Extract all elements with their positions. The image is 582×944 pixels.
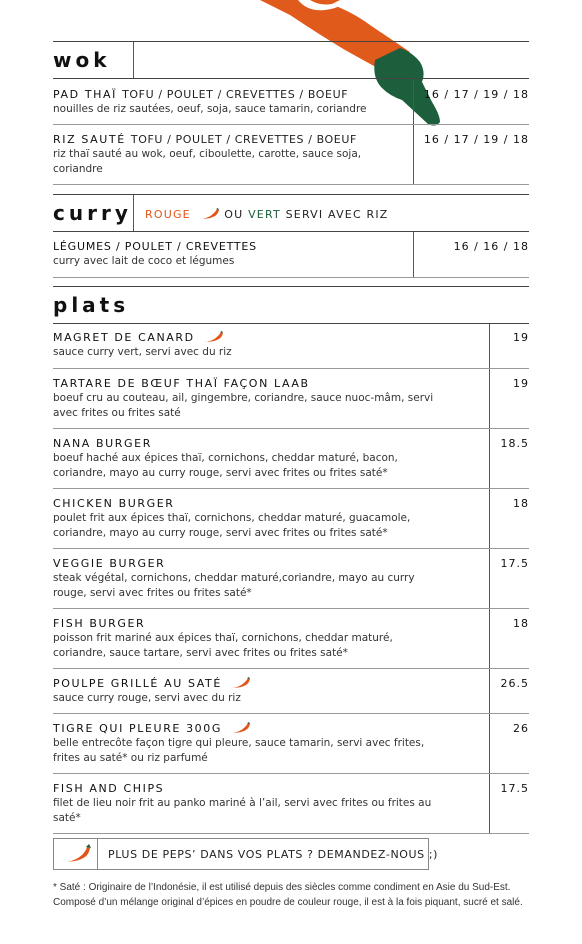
row-rule [53,668,529,669]
row-rule [53,773,529,774]
item-description: belle entrecôte façon tigre qui pleure, sauce tamarin, servi avec frites, frites au saté* ou riz parfumé [53,737,425,764]
curry-rouge-label: ROUGE [145,208,191,221]
section-rule [53,231,529,232]
item-price: 16 / 17 / 19 / 18 [423,88,529,101]
chili-pepper-icon [229,722,251,734]
item-description: curry avec lait de coco et légumes [53,255,235,267]
item-name: FISH AND CHIPS [53,782,165,795]
item-price: 26 [513,722,529,735]
item-price: 17.5 [500,782,529,795]
item-name-line [53,782,443,796]
item-description: boeuf cru au couteau, ail, gingembre, coriandre, sauce nuoc-mâm, servi avec frites ou frites saté [53,392,434,419]
item-price: 18 [513,617,529,630]
chili-pepper-icon [60,844,92,864]
item-price: 19 [513,331,529,344]
menu-item [53,497,443,540]
item-name-line [53,617,443,631]
section-title-plats: plats [53,293,130,317]
item-name: MAGRET DE CANARD [53,331,195,344]
section-rule [53,78,529,79]
item-name-line [53,497,443,511]
item-description: steak végétal, cornichons, cheddar maturé,coriandre, mayo au curry rouge, servi avec frites ou frites saté* [53,572,415,599]
item-description: filet de lieu noir frit au panko mariné à l’ail, servi avec frites ou frites au saté* [53,797,432,824]
banner-divider [97,839,98,869]
item-name-line [53,331,443,345]
row-rule [53,368,529,369]
menu-item [53,88,443,117]
row-rule [53,488,529,489]
item-description: sauce curry vert, servi avec du riz [53,346,232,358]
item-price: 16 / 16 / 18 [453,240,529,253]
item-description: poisson frit mariné aux épices thaï, cornichons, cheddar maturé, coriandre, sauce tartare, servi avec frites ou frites saté* [53,632,393,659]
section-rule [53,323,529,324]
item-price: 17.5 [500,557,529,570]
item-price: 19 [513,377,529,390]
section-rule [53,286,529,287]
section-rule [53,41,529,42]
item-price: 18.5 [500,437,529,450]
chili-pepper-icon [229,677,251,689]
footnote-line: Composé d’un mélange original d’épices en poudre de couleur rouge, il est à la fois piquant, sucré et salé. [53,897,523,908]
item-name: POULPE GRILLÉ AU SATÉ [53,677,222,690]
item-description: boeuf haché aux épices thaï, cornichons, cheddar maturé, bacon, coriandre, mayo au curry rouge, servi avec frites ou frites saté* [53,452,398,479]
section-title-curry: curry [53,201,132,225]
section-rule [53,194,529,195]
menu-item [53,331,443,360]
menu-item [53,782,443,825]
curry-served-label: SERVI AVEC RIZ [285,208,389,221]
item-description: nouilles de riz sautées, oeuf, soja, sauce tamarin, coriandre [53,103,367,115]
menu-item [53,240,443,269]
row-rule [53,184,529,185]
curry-ou-label: OU [224,208,244,221]
curry-subtitle [145,208,389,221]
item-name-line [53,677,443,691]
section-title-wok: wok [53,48,111,72]
footnote [53,880,553,910]
item-name: TARTARE DE BŒUF THAÏ FAÇON LAAB [53,377,310,390]
item-name: CHICKEN BURGER [53,497,175,510]
item-name: NANA BURGER [53,437,152,450]
footnote-line: * Saté : Originaire de l’Indonésie, il est utilisé depuis des siècles comme condiment en Asie du Sud-Est. [53,882,511,893]
menu-item [53,133,398,176]
item-price: 16 / 17 / 19 / 18 [423,133,529,146]
row-rule [53,833,529,834]
chili-pepper-icon [198,208,220,220]
menu-item [53,557,443,600]
price-column-divider [489,324,490,833]
item-name: FISH BURGER [53,617,146,630]
menu-item [53,677,443,706]
chili-pepper-icon [202,331,224,343]
item-price: 26.5 [500,677,529,690]
item-name: TIGRE QUI PLEURE 300G [53,722,222,735]
menu-item [53,722,443,765]
item-description: poulet frit aux épices thaï, cornichons, cheddar maturé, guacamole, coriandre, mayo au curry rouge, servi avec frites ou frites saté* [53,512,411,539]
item-name: VEGGIE BURGER [53,557,166,570]
row-rule [53,124,529,125]
menu-item [53,437,443,480]
item-options: TOFU / POULET / CREVETTES / BOEUF [130,133,357,146]
row-rule [53,608,529,609]
item-options: TOFU / POULET / CREVETTES / BOEUF [122,88,349,101]
row-rule [53,713,529,714]
item-description: sauce curry rouge, servi avec du riz [53,692,241,704]
item-name-line [53,437,443,451]
curry-vert-label: VERT [248,208,281,221]
item-name-line [53,377,443,391]
row-rule [53,428,529,429]
item-name-line [53,557,443,571]
item-price: 18 [513,497,529,510]
item-description: riz thaï sauté au wok, oeuf, ciboulette, carotte, sauce soja, coriandre [53,148,362,175]
item-name: PAD THAÏ [53,88,117,101]
row-rule [53,277,529,278]
menu-item [53,377,443,420]
title-divider [133,42,134,78]
peps-banner-text: PLUS DE PEPS’ DANS VOS PLATS ? DEMANDEZ-NOUS ;) [108,848,439,861]
item-name: LÉGUMES / POULET / CREVETTES [53,240,257,253]
item-name: RIZ SAUTÉ [53,133,126,146]
peps-banner [53,838,439,870]
item-name-line [53,722,443,736]
menu-item [53,617,443,660]
row-rule [53,548,529,549]
title-divider [133,195,134,231]
